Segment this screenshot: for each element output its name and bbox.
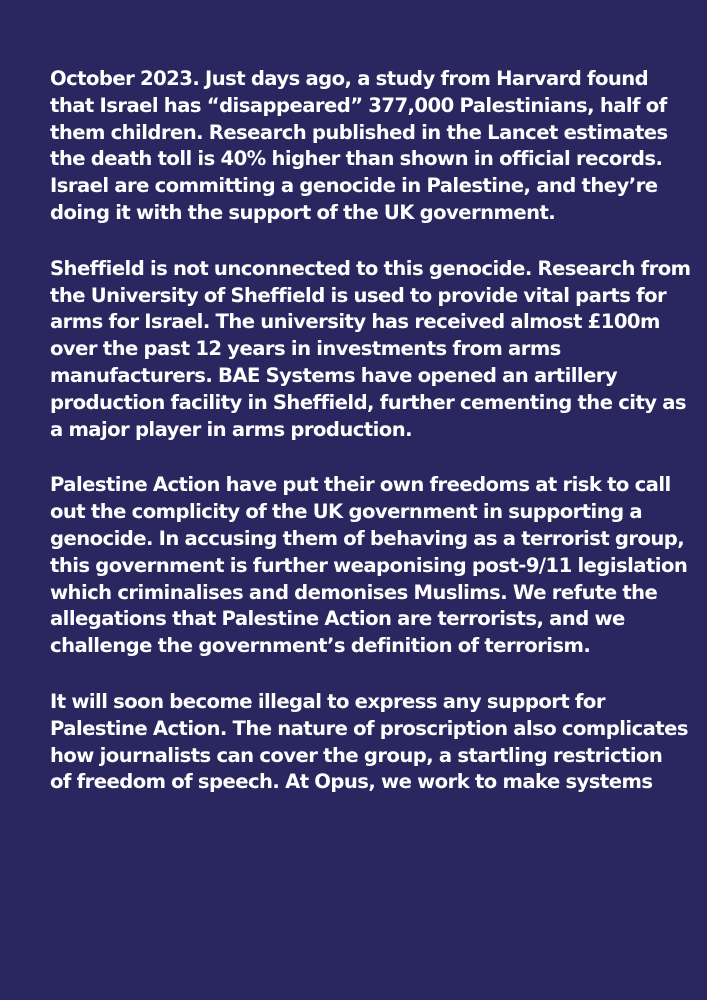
text-line: Sheffield is not unconnected to this genocide. Research from	[50, 256, 691, 280]
text-line: the University of Sheffield is used to provide vital parts for	[50, 283, 667, 307]
text-line: out the complicity of the UK government in supporting a	[50, 500, 643, 524]
text-line: allegations that Palestine Action are terrorists, and we	[50, 607, 625, 631]
paragraph-1	[50, 66, 667, 227]
text-line: Israel are committing a genocide in Palestine, and they’re	[50, 174, 658, 198]
text-line: over the past 12 years in investments from arms	[50, 337, 561, 361]
text-line: challenge the government’s definition of terrorism.	[50, 634, 591, 658]
paragraph-3	[50, 472, 688, 660]
text-line: genocide. In accusing them of behaving as a terrorist group,	[50, 526, 685, 550]
text-line: manufacturers. BAE Systems have opened an artillery	[50, 363, 618, 387]
text-line: It will soon become illegal to express any support for	[50, 689, 605, 713]
text-line: which criminalises and demonises Muslims. We refute the	[50, 580, 658, 604]
text-line: doing it with the support of the UK government.	[50, 200, 556, 224]
paragraph-4	[50, 689, 688, 796]
text-line: production facility in Sheffield, further cementing the city as	[50, 390, 687, 414]
text-line: arms for Israel. The university has received almost £100m	[50, 310, 660, 334]
text-line: the death toll is 40% higher than shown in official records.	[50, 147, 663, 171]
text-line: a major player in arms production.	[50, 417, 412, 441]
text-line: them children. Research published in the Lancet estimates	[50, 120, 668, 144]
text-line: this government is further weaponising post-9/11 legislation	[50, 553, 688, 577]
text-line: Palestine Action have put their own freedoms at risk to call	[50, 473, 671, 497]
text-line: how journalists can cover the group, a startling restriction	[50, 743, 663, 767]
text-line: Palestine Action. The nature of proscription also complicates	[50, 716, 688, 740]
paragraph-2	[50, 256, 691, 444]
text-line: October 2023. Just days ago, a study from Harvard found	[50, 67, 649, 90]
text-line: that Israel has “disappeared” 377,000 Palestinians, half of	[50, 93, 667, 117]
text-line: of freedom of speech. At Opus, we work to make systems	[50, 770, 653, 794]
